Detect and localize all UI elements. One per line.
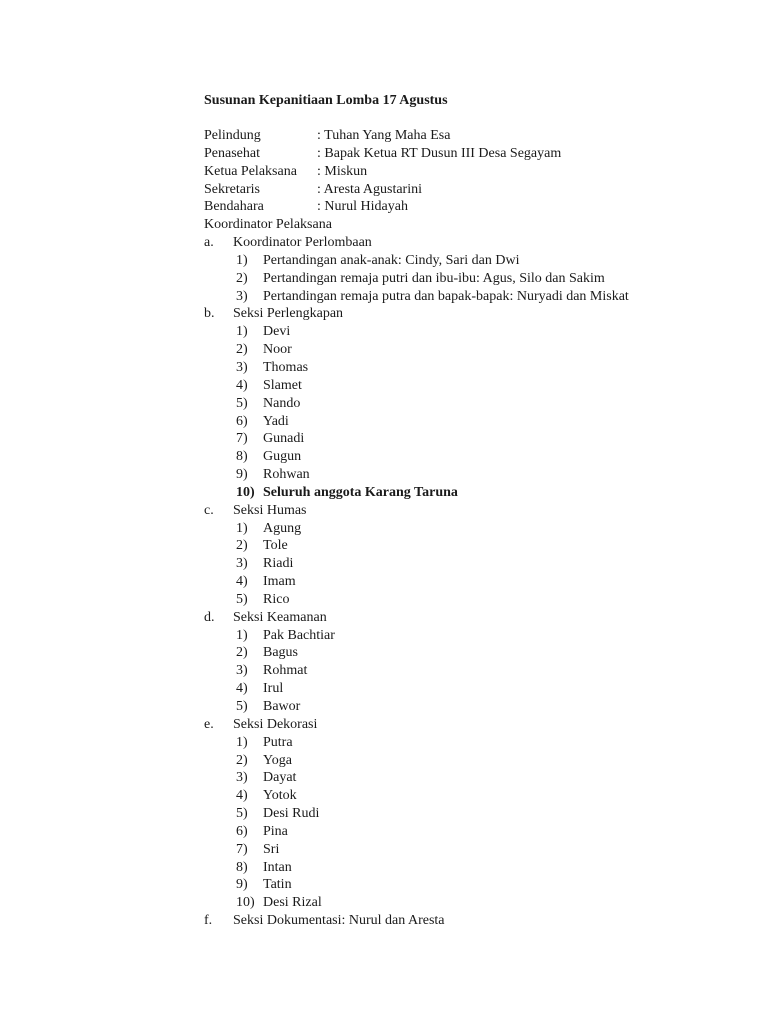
item-number: 3)	[236, 556, 248, 572]
item-text: Intan	[263, 859, 292, 875]
item-text: Agung	[263, 520, 302, 536]
item-number: 4)	[236, 574, 248, 590]
item-number: 4)	[236, 681, 248, 697]
section-name: Seksi Dekorasi	[233, 716, 318, 732]
item-number: 2)	[236, 645, 248, 661]
section-heading	[204, 234, 704, 252]
item-number: 5)	[236, 806, 248, 822]
item-number: 4)	[236, 788, 248, 804]
list-item	[204, 894, 704, 912]
list-item	[204, 734, 704, 752]
list-item	[204, 680, 704, 698]
item-text: Yoga	[263, 752, 292, 768]
list-item	[204, 573, 704, 591]
item-number: 7)	[236, 431, 248, 447]
item-number: 8)	[236, 449, 248, 465]
item-text: Rico	[263, 591, 290, 607]
official-value: : Aresta Agustarini	[317, 181, 422, 197]
item-number: 10)	[236, 895, 255, 911]
official-value: : Bapak Ketua RT Dusun III Desa Segayam	[317, 145, 562, 161]
official-label: Pelindung	[204, 128, 261, 143]
section-letter: c.	[204, 502, 214, 518]
official-label: Sekretaris	[204, 181, 260, 197]
section-name: Seksi Perlengkapan	[233, 306, 344, 322]
official-value: : Miskun	[317, 163, 368, 179]
section-heading	[204, 912, 704, 930]
section-letter: f.	[204, 913, 213, 929]
official-value: : Tuhan Yang Maha Esa	[317, 128, 451, 143]
official-value: : Nurul Hidayah	[317, 199, 408, 215]
list-item	[204, 698, 704, 716]
item-text: Desi Rudi	[263, 806, 320, 822]
officials-list	[204, 127, 704, 216]
section-name: Seksi Dokumentasi: Nurul dan Aresta	[233, 913, 445, 929]
official-row	[204, 181, 704, 199]
item-text: Sri	[263, 841, 280, 857]
section-heading	[204, 502, 704, 520]
list-item	[204, 841, 704, 859]
item-text: Devi	[263, 324, 291, 340]
item-text: Seluruh anggota Karang Taruna	[263, 484, 458, 500]
list-item	[204, 270, 704, 288]
item-text: Irul	[263, 681, 284, 697]
item-number: 9)	[236, 467, 248, 483]
section-heading	[204, 609, 704, 627]
item-number: 3)	[236, 770, 248, 786]
item-text: Pina	[263, 823, 288, 839]
item-text: Dayat	[263, 770, 297, 786]
item-number: 2)	[236, 752, 248, 768]
list-item	[204, 341, 704, 359]
item-number: 10)	[236, 484, 255, 500]
list-item	[204, 823, 704, 841]
item-number: 1)	[236, 734, 248, 750]
item-text: Pertandingan remaja putri dan ibu-ibu: Agus, Silo dan Sakim	[263, 270, 605, 286]
item-number: 5)	[236, 699, 248, 714]
item-text: Nando	[263, 395, 301, 411]
list-item	[204, 769, 704, 787]
document-page	[204, 91, 704, 930]
list-item	[204, 520, 704, 538]
section-letter: b.	[204, 306, 215, 322]
list-item	[204, 252, 704, 270]
item-number: 3)	[236, 359, 248, 375]
item-number: 4)	[236, 377, 248, 393]
section-letter: e.	[204, 716, 214, 732]
item-number: 2)	[236, 538, 248, 554]
section-name: Seksi Keamanan	[233, 609, 327, 625]
item-text: Rohwan	[263, 467, 310, 483]
official-row	[204, 145, 704, 163]
coordinator-heading: Koordinator Pelaksana	[204, 217, 332, 233]
section-name: Koordinator Perlombaan	[233, 235, 372, 251]
sections-list	[204, 234, 704, 930]
list-item	[204, 591, 704, 609]
list-item	[204, 448, 704, 466]
item-text: Yotok	[263, 788, 297, 804]
item-number: 5)	[236, 591, 248, 607]
item-text: Imam	[263, 574, 296, 590]
document-title: Susunan Kepanitiaan Lomba 17 Agustus	[204, 93, 448, 108]
list-item	[204, 430, 704, 448]
item-text: Putra	[263, 734, 293, 750]
official-row	[204, 127, 704, 145]
list-item	[204, 662, 704, 680]
item-number: 6)	[236, 413, 248, 429]
item-text: Noor	[263, 342, 292, 358]
list-item	[204, 395, 704, 413]
item-text: Gunadi	[263, 431, 305, 447]
list-item	[204, 537, 704, 555]
item-number: 1)	[236, 520, 248, 536]
item-text: Pak Bachtiar	[263, 627, 335, 643]
item-text: Riadi	[263, 556, 294, 572]
item-number: 5)	[236, 395, 248, 411]
item-text: Bawor	[263, 699, 301, 714]
official-label: Penasehat	[204, 145, 260, 161]
list-item	[204, 288, 704, 306]
list-item	[204, 359, 704, 377]
official-label: Bendahara	[204, 199, 264, 215]
list-item	[204, 627, 704, 645]
item-number: 9)	[236, 877, 248, 893]
section-heading	[204, 716, 704, 734]
item-text: Rohmat	[263, 663, 308, 679]
list-item	[204, 752, 704, 770]
item-text: Gugun	[263, 449, 302, 465]
list-item	[204, 876, 704, 894]
list-item	[204, 323, 704, 341]
section-letter: a.	[204, 235, 214, 251]
list-item	[204, 805, 704, 823]
item-text: Desi Rizal	[263, 895, 322, 911]
list-item	[204, 413, 704, 431]
section-letter: d.	[204, 609, 215, 625]
item-number: 8)	[236, 859, 248, 875]
item-number: 3)	[236, 288, 248, 304]
list-item	[204, 644, 704, 662]
list-item	[204, 466, 704, 484]
section-heading	[204, 305, 704, 323]
official-label: Ketua Pelaksana	[204, 163, 297, 179]
list-item	[204, 377, 704, 395]
item-text: Tole	[263, 538, 288, 554]
official-row	[204, 198, 704, 216]
item-text: Thomas	[263, 359, 309, 375]
item-text: Yadi	[263, 413, 289, 429]
section-name: Seksi Humas	[233, 502, 307, 518]
official-row	[204, 163, 704, 181]
item-number: 1)	[236, 324, 248, 340]
item-text: Slamet	[263, 377, 302, 393]
item-number: 2)	[236, 270, 248, 286]
list-item	[204, 859, 704, 877]
item-text: Pertandingan anak-anak: Cindy, Sari dan Dwi	[263, 252, 520, 268]
list-item	[204, 555, 704, 573]
item-number: 6)	[236, 823, 248, 839]
item-number: 1)	[236, 627, 248, 643]
item-number: 1)	[236, 252, 248, 268]
item-number: 2)	[236, 342, 248, 358]
list-item	[204, 787, 704, 805]
item-number: 3)	[236, 663, 248, 679]
item-text: Pertandingan remaja putra dan bapak-bapak: Nuryadi dan Miskat	[263, 288, 629, 304]
item-number: 7)	[236, 841, 248, 857]
item-text: Tatin	[263, 877, 292, 893]
list-item	[204, 484, 704, 502]
item-text: Bagus	[263, 645, 298, 661]
